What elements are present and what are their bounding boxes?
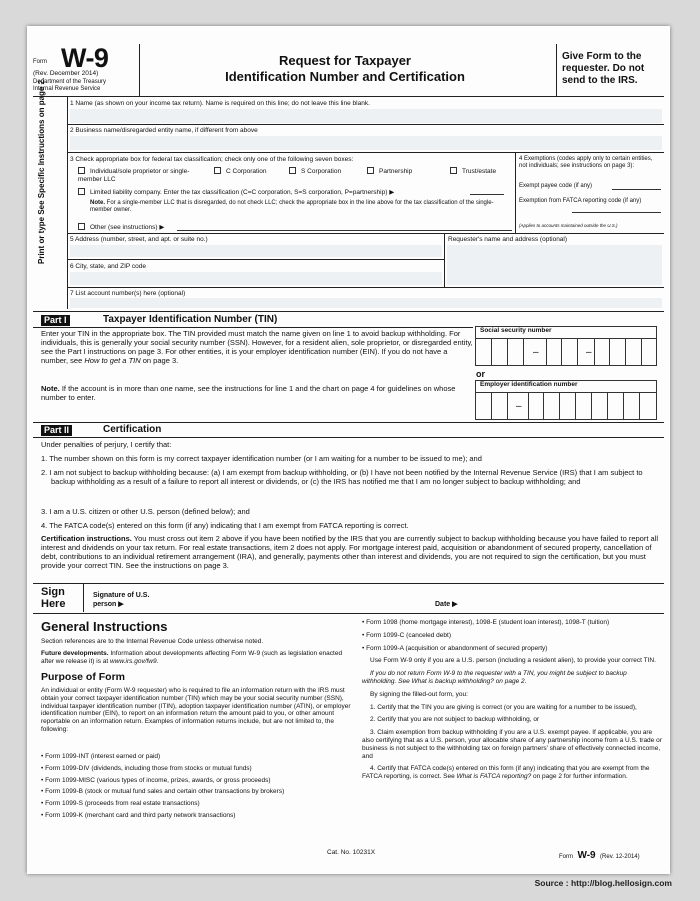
ssn-digit[interactable]	[610, 339, 626, 365]
backup-withholding-note: If you do not return Form W-9 to the requester with a TIN, you might be subject to backup withholding. See What is backup withholding? on page 2.	[362, 670, 627, 685]
source-attribution: Source : http://blog.hellosign.com	[534, 878, 672, 888]
w9-form-page	[27, 26, 670, 874]
city-state-zip-input[interactable]	[70, 272, 442, 285]
line4-label: 4 Exemptions (codes apply only to certain entities, not individuals; see instructions on page 3):	[519, 156, 653, 170]
ssn-digit[interactable]	[594, 339, 610, 365]
bullet-left-item: • Form 1099-INT (interest earned or paid)	[41, 753, 161, 760]
ein-digit[interactable]	[544, 393, 560, 419]
classification-other[interactable]	[78, 223, 164, 232]
checkbox-c-corp[interactable]	[214, 167, 221, 174]
header-divider-left	[139, 44, 140, 96]
part1-title: Taxpayer Identification Number (TIN)	[103, 314, 278, 325]
sign-bottom-rule	[33, 613, 664, 614]
bullet-left-item: • Form 1099-B (stock or mutual fund sales and certain other transactions by brokers)	[41, 788, 285, 796]
form-title-line1: Request for Taxpayer	[279, 53, 411, 68]
form-number: W-9	[61, 43, 109, 73]
bullet-left-item: • Form 1099-K (merchant card and third party network transactions)	[41, 811, 236, 819]
fatca-applies-note: (Applies to accounts maintained outside the U.S.)	[519, 223, 618, 228]
signing-item3: 3. Claim exemption from backup withholding if you are a U.S. exempt payee. If applicable, you are also certifying that as a U.S. person, your allocable share of any partnership income from a U.S. trade or business is not subject to the withholding tax on foreign partners' share of effectively connected income, and	[362, 729, 662, 760]
certification-instructions-bold: Certification instructions.	[41, 534, 132, 543]
ssn-digit[interactable]	[562, 339, 578, 365]
signing-item2: 2. Certify that you are not subject to backup withholding, or	[370, 716, 540, 724]
classification-partnership[interactable]	[367, 167, 412, 176]
part1-title-rule	[33, 327, 473, 328]
department-line1: Department of the Treasury	[33, 79, 107, 85]
address-input[interactable]	[70, 245, 442, 257]
ein-input[interactable]	[475, 392, 657, 420]
account-numbers-input[interactable]	[70, 298, 662, 308]
bullet-left-item: • Form 1099-S (proceeds from real estate transactions)	[41, 800, 200, 808]
line3-note-bold: Note.	[90, 200, 105, 206]
classification-trust[interactable]	[450, 167, 496, 176]
fatca-exemption-input[interactable]	[572, 212, 661, 213]
part1-bottom-rule	[33, 422, 664, 423]
line5-label: 5 Address (number, street, and apt. or suite no.)	[70, 236, 208, 243]
ein-digit[interactable]	[528, 393, 544, 419]
part1-note	[41, 384, 473, 402]
ssn-dash: –	[533, 347, 539, 358]
purpose-heading: Purpose of Form	[41, 671, 126, 683]
checkbox-s-corp[interactable]	[289, 167, 296, 174]
signature-label: Signature of U.S. person ▶	[93, 592, 150, 608]
header-bottom-rule	[33, 96, 664, 97]
classification-c-corp-label: C Corporation	[226, 168, 267, 175]
footer-form-number: W-9	[577, 850, 596, 861]
checkbox-llc[interactable]	[78, 188, 85, 195]
future-developments-bold: Future developments.	[41, 650, 109, 657]
signing-item4-end: on page 2 for further information.	[533, 773, 628, 781]
sign-divider	[83, 584, 84, 612]
general-instructions-heading: General Instructions	[41, 619, 168, 634]
part1-text-italic: How to get a TIN	[84, 356, 141, 365]
ssn-digit[interactable]	[642, 339, 658, 365]
llc-classification-input[interactable]	[470, 194, 504, 195]
ssn-label: Social security number	[475, 326, 657, 338]
rule-line7	[33, 311, 664, 312]
ssn-digit[interactable]	[476, 339, 492, 365]
certification-item2: 2. I am not subject to backup withholding because: (a) I am exempt from backup withholding, or (b) I have not been notified by the Internal Revenue Service (IRS) that I am subject to backup withholding as a result of a failure to report all interest or dividends, or (c) the IRS has notified me that I am no longer subject to backup withholding; and	[41, 468, 643, 486]
rule-line5	[67, 259, 444, 260]
certification-instructions	[41, 534, 663, 570]
by-signing-text: By signing the filled-out form, you:	[370, 690, 468, 698]
footer-form-word: Form	[559, 854, 573, 860]
bullet-right-item: • Form 1099-A (acquisition or abandonment of secured property)	[362, 644, 548, 652]
header-divider-right	[556, 44, 557, 96]
or-label: or	[476, 369, 485, 379]
bullet-left-item: • Form 1099-MISC (various types of income, prizes, awards, or gross proceeds)	[41, 776, 271, 784]
signing-item4-text: 4. Certify that FATCA code(s) entered on this form (if any) indicating that you are exempt from the FATCA reporting, is correct. See	[362, 765, 650, 781]
requester-label: Requester's name and address (optional)	[448, 236, 568, 243]
fatca-reporting-link: What is FATCA reporting?	[456, 773, 532, 781]
certification-intro: Under penalties of perjury, I certify that:	[41, 440, 172, 449]
future-developments	[41, 650, 351, 666]
sign-here-label: Sign Here	[41, 586, 66, 610]
part1-label: Part I	[41, 315, 70, 326]
exempt-payee-input[interactable]	[612, 189, 661, 190]
signing-item4	[362, 765, 662, 781]
ein-digit[interactable]	[608, 393, 624, 419]
line2-label: 2 Business name/disregarded entity name, if different from above	[70, 127, 258, 134]
checkbox-trust[interactable]	[450, 167, 457, 174]
certification-instructions-text: You must cross out item 2 above if you have been notified by the IRS that you are currently subject to backup withholding because you have failed to report all interest and dividends on your tax return. For real estate transactions, item 2 does not apply. For mortgage interest paid, acquisition or abandonment of secured property, cancellation of debt, contributions to an individual retirement arrangement (IRA), and generally, payments other than interest and dividends, you are not required to sign the certification, but you must provide your correct TIN. See the instructions on page 3.	[41, 534, 658, 570]
section-references: Section references are to the Internal Revenue Code unless otherwise noted.	[41, 638, 264, 645]
checkbox-partnership[interactable]	[367, 167, 374, 174]
ssn-digit[interactable]	[492, 339, 508, 365]
revision-date: (Rev. December 2014)	[33, 70, 99, 77]
part2-label: Part II	[41, 425, 72, 436]
side-label-print-or-type: Print or type See Specific Instructions on page 2.	[37, 77, 46, 264]
ssn-digit[interactable]	[508, 339, 524, 365]
certification-item1: 1. The number shown on this form is my correct taxpayer identification number (or I am waiting for a number to be issued to me); and	[41, 454, 482, 463]
part1-instructions	[41, 329, 473, 365]
rule-line2	[67, 152, 664, 153]
ein-digit[interactable]	[640, 393, 656, 419]
ein-digit[interactable]	[492, 393, 508, 419]
give-form-notice: Give Form to the requester. Do not send to the IRS.	[562, 51, 645, 86]
requester-divider	[444, 233, 445, 287]
checkbox-other[interactable]	[78, 223, 85, 230]
requester-input[interactable]	[447, 245, 662, 285]
line1-label: 1 Name (as shown on your income tax return). Name is required on this line; do not leave this line blank.	[70, 100, 370, 107]
ein-digit[interactable]	[576, 393, 592, 419]
form-word: Form	[33, 59, 47, 65]
line6-label: 6 City, state, and ZIP code	[70, 263, 146, 270]
line3-note-text: For a single-member LLC that is disregarded, do not check LLC; check the appropriate box in the line above for the tax classification of the single-member owner.	[90, 200, 494, 214]
irs-link[interactable]: www.irs.gov/fw9.	[110, 657, 159, 665]
side-label-divider	[67, 97, 68, 309]
department-line2: Internal Revenue Service	[33, 86, 101, 92]
bullets-right	[362, 619, 662, 781]
ssn-digit[interactable]	[546, 339, 562, 365]
footer-form-id	[559, 845, 640, 863]
part2-title: Certification	[103, 424, 162, 435]
date-label: Date ▶	[435, 601, 458, 608]
bullet-right-item: • Form 1099-C (canceled debt)	[362, 631, 451, 639]
certification-item4: 4. The FATCA code(s) entered on this form (if any) indicating that I am exempt from FATCA reporting is correct.	[41, 521, 409, 530]
part1-note-bold: Note.	[41, 384, 60, 393]
other-classification-input[interactable]	[177, 230, 512, 231]
line3-label: 3 Check appropriate box for federal tax classification; check only one of the following seven boxes:	[70, 156, 354, 163]
name-input[interactable]	[70, 109, 662, 123]
use-form-text: Use Form W-9 only if you are a U.S. person (including a resident alien), to provide your correct TIN.	[370, 657, 656, 665]
business-name-input[interactable]	[70, 136, 662, 150]
line7-label: 7 List account number(s) here (optional)	[70, 290, 186, 297]
classification-other-label: Other (see instructions) ▶	[90, 224, 165, 231]
ein-digit[interactable]	[624, 393, 640, 419]
bullet-left-item: • Form 1099-DIV (dividends, including those from stocks or mutual funds)	[41, 764, 252, 772]
classification-partnership-label: Partnership	[379, 168, 413, 175]
checkbox-individual[interactable]	[78, 167, 85, 174]
classification-trust-label: Trust/estate	[462, 168, 497, 175]
rule-line3	[67, 233, 664, 234]
ssn-input[interactable]	[475, 338, 657, 366]
ein-dash: –	[516, 401, 522, 412]
footer-revision: (Rev. 12-2014)	[600, 854, 640, 860]
ssn-digit[interactable]	[626, 339, 642, 365]
classification-llc[interactable]	[78, 188, 478, 197]
catalog-number: Cat. No. 10231X	[327, 849, 376, 856]
bullet-right-item: • Form 1098 (home mortgage interest), 1098-E (student loan interest), 1098-T (tuition)	[362, 619, 610, 626]
ssn-dash: –	[586, 347, 592, 358]
part2-bottom-rule	[33, 583, 664, 584]
exempt-payee-label: Exempt payee code (if any)	[519, 183, 593, 189]
ein-digit[interactable]	[476, 393, 492, 419]
classification-s-corp[interactable]	[289, 167, 341, 176]
certification-item3: 3. I am a U.S. citizen or other U.S. person (defined below); and	[41, 507, 250, 516]
part1-text: Enter your TIN in the appropriate box. The TIN provided must match the name given on line 1 to avoid backup withholding. For individuals, this is generally your social security number (SSN). However, for a resident alien, sole proprietor, or disregarded entity, see the Part I instructions on page 3. For other entities, it is your employer identification number (EIN). If you do not have a number, see	[41, 329, 473, 365]
exemptions-divider	[515, 152, 516, 233]
part1-note-text: If the account is in more than one name, see the instructions for line 1 and the chart on page 4 for guidelines on whose number to enter.	[41, 384, 456, 402]
classification-individual[interactable]	[78, 167, 198, 184]
future-developments-text: Information about developments affecting Form W-9 (such as legislation enacted after we release it) is at	[41, 650, 343, 665]
classification-s-corp-label: S Corporation	[301, 168, 342, 175]
form-title-line2: Identification Number and Certification	[225, 69, 465, 84]
ein-digit[interactable]	[560, 393, 576, 419]
part1-text-end: on page 3.	[142, 356, 179, 365]
ein-digit[interactable]	[592, 393, 608, 419]
rule-line1	[67, 124, 664, 125]
fatca-exemption-label: Exemption from FATCA reporting code (if any)	[519, 198, 642, 204]
classification-c-corp[interactable]	[214, 167, 266, 176]
classification-individual-label: Individual/sole proprietor or single-member LLC	[78, 168, 190, 183]
classification-llc-label: Limited liability company. Enter the tax classification (C=C corporation, S=S corporation, P=partnership) ▶	[90, 189, 395, 196]
bullets-left	[41, 753, 351, 820]
signing-item1: 1. Certify that the TIN you are giving is correct (or you are waiting for a number to be issued),	[370, 703, 637, 711]
part2-title-rule	[33, 437, 664, 438]
rule-line6	[67, 287, 664, 288]
line3-note	[90, 200, 515, 214]
purpose-text: An individual or entity (Form W-9 requester) who is required to file an information return with the IRS must obtain your correct taxpayer identification number (TIN) which may be your social security number (SSN), individual taxpayer identification number (ITIN), adoption taxpayer identification number (ATIN), or employer identification number (EIN), to report on an information return the amount paid to you, or other amount reportable on an information return. Examples of information returns include, but are not limited to, the following:	[41, 687, 351, 733]
ein-label: Employer identification number	[475, 380, 657, 392]
